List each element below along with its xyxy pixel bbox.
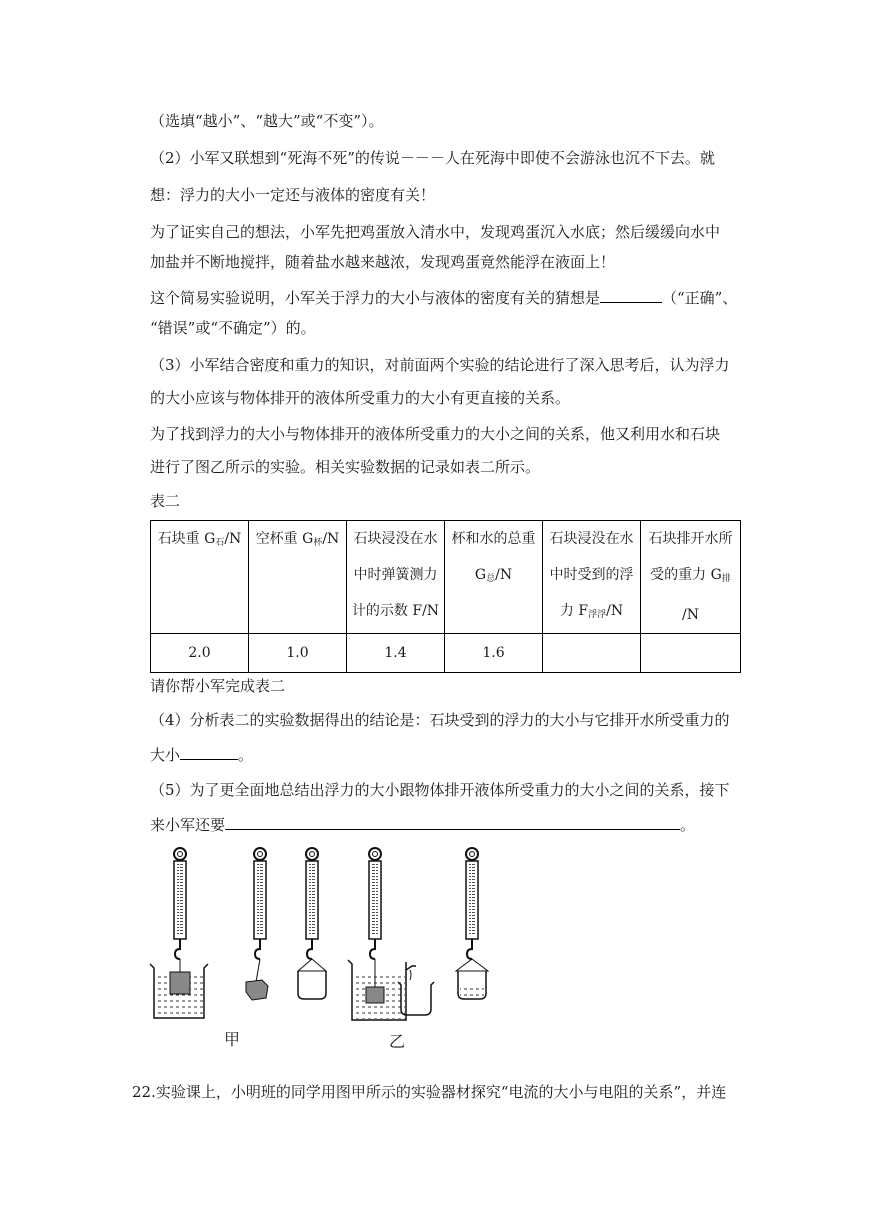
text-line-with-blank <box>150 745 253 765</box>
table-cell: 1.0 <box>249 634 347 673</box>
text-line: （4）分析表二的实验数据得出的结论是：石块受到的浮力的大小与它排开水所受重力的 <box>150 711 730 729</box>
text-fragment: 。 <box>680 816 696 834</box>
spring-scale-icon <box>298 848 326 999</box>
answer-blank[interactable] <box>225 815 680 830</box>
figure-label-jia: 甲 <box>224 1030 241 1049</box>
table-header-row <box>151 521 741 634</box>
text-line-with-blank <box>150 815 695 835</box>
answer-blank[interactable] <box>180 745 238 760</box>
text-fragment: 大小 <box>150 746 181 764</box>
table-cell-empty[interactable] <box>543 634 641 673</box>
beaker-icon <box>150 964 208 1018</box>
text-line: 请你帮小军完成表二 <box>150 677 286 695</box>
text-line: 的大小应该与物体排开的液体所受重力的大小有更直接的关系。 <box>150 389 571 407</box>
answer-blank[interactable] <box>600 288 662 303</box>
text-line: （2）小军又联想到“死海不死”的传说－－－人在死海中即使不会游泳也沉不下去。就 <box>150 149 715 167</box>
text-fragment: （“正确”、 <box>662 289 738 307</box>
text-line: 进行了图乙所示的实验。相关实验数据的记录如表二所示。 <box>150 458 541 476</box>
text-fragment: 这个简易实验说明，小军关于浮力的大小与液体的密度有关的猜想是 <box>150 289 601 307</box>
text-line: 为了找到浮力的大小与物体排开的液体所受重力的大小之间的关系，他又利用水和石块 <box>150 425 721 443</box>
table-header-cell: 石块浸没在水 中时受到的浮 力 $F_{浮浮}/N$ <box>543 521 641 634</box>
table-cell-empty[interactable] <box>641 634 741 673</box>
overflow-beaker-icon <box>348 960 416 1020</box>
text-line: （5）为了更全面地总结出浮力的大小跟物体排开液体所受重力的大小之间的关系，接下 <box>150 781 730 799</box>
table-cell: 1.4 <box>347 634 445 673</box>
table-header-cell: 空杯重 $G_杯/N$ <box>249 521 347 634</box>
data-table <box>150 520 741 673</box>
table-row <box>151 634 741 673</box>
experiment-figure <box>140 842 510 1032</box>
table-cell: 1.6 <box>445 634 543 673</box>
text-line: 加盐并不断地搅拌，随着盐水越来越浓，发现鸡蛋竟然能浮在液面上！ <box>150 253 616 271</box>
table-header-cell: 杯和水的总重 $G_总/N$ <box>445 521 543 634</box>
text-fragment: 来小军还要 <box>150 816 226 834</box>
spring-scale-icon <box>246 848 268 1000</box>
table-header-cell: 石块浸没在水 中时弹簧测力 计的示数 F/N <box>347 521 445 634</box>
table-header-cell: 石块排开水所 受的重力 $G_排$ /N <box>641 521 741 634</box>
spring-scale-icon <box>369 848 381 987</box>
spring-scale-icon <box>174 848 186 972</box>
spring-scale-icon <box>456 848 488 999</box>
text-line: 想：浮力的大小一定还与液体的密度有关！ <box>150 186 436 204</box>
table-header-cell: 石块重 $G_石/N$ <box>151 521 249 634</box>
text-fragment: 。 <box>238 746 254 764</box>
question-22-line: 22.实验课上，小明班的同学用图甲所示的实验器材探究“电流的大小与电阻的关系”，并连 <box>132 1083 727 1101</box>
text-line: “错误”或“不确定”）的。 <box>150 319 316 337</box>
text-line: 为了证实自己的想法，小军先把鸡蛋放入清水中，发现鸡蛋沉入水底；然后缓缓向水中 <box>150 223 721 241</box>
figure-label-yi: 乙 <box>389 1032 406 1051</box>
text-line: （3）小军结合密度和重力的知识，对前面两个实验的结论进行了深入思考后，认为浮力 <box>150 356 730 374</box>
text-line-with-blank <box>150 288 737 308</box>
text-line: （选填“越小”、“越大”或“不变”）。 <box>150 112 384 130</box>
table-caption: 表二 <box>150 492 181 510</box>
table-cell: 2.0 <box>151 634 249 673</box>
